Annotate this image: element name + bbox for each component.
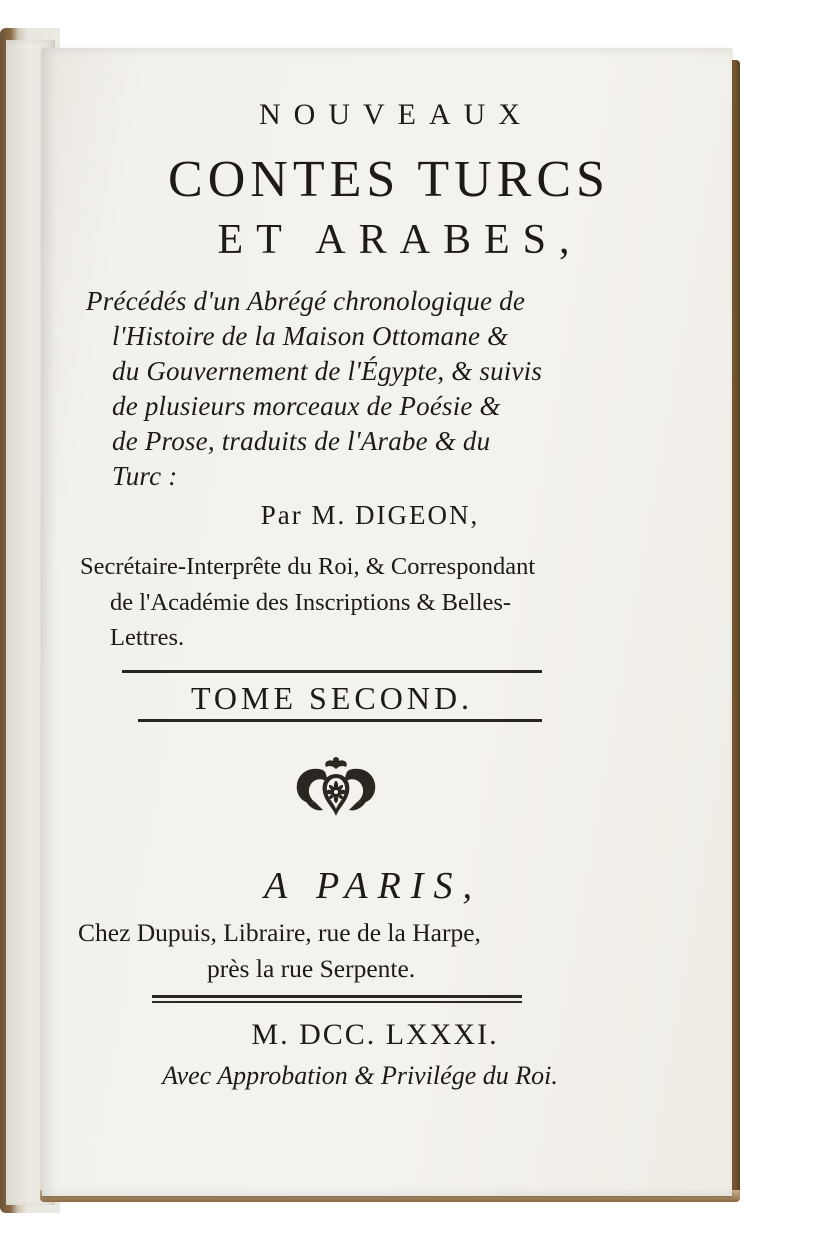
author-title-line: de l'Académie des Inscriptions & Belles- bbox=[110, 589, 512, 616]
author-line: Par M. DIGEON, bbox=[260, 500, 480, 530]
subtitle-line: de plusieurs morceaux de Poésie & bbox=[112, 391, 501, 421]
imprint-line: Chez Dupuis, Libraire, rue de la Harpe, bbox=[78, 918, 481, 947]
subtitle-line: Turc : bbox=[112, 461, 178, 491]
rule-top-tome bbox=[122, 670, 542, 673]
author-title-line: Lettres. bbox=[110, 624, 185, 651]
publication-year: M. DCC. LXXXI. bbox=[251, 1018, 499, 1051]
rule-bottom-tome bbox=[138, 719, 542, 722]
title-line-1: NOUVEAUX bbox=[259, 98, 533, 131]
rule-imprint-thin bbox=[152, 1001, 522, 1003]
rule-imprint-thick bbox=[152, 995, 522, 998]
subtitle-line: l'Histoire de la Maison Ottomane & bbox=[112, 321, 509, 351]
title-line-3: ET ARABES, bbox=[217, 217, 583, 263]
author-title-line: Secrétaire-Interprête du Roi, & Correspondant bbox=[80, 553, 536, 580]
subtitle-line: du Gouvernement de l'Égypte, & suivis bbox=[112, 356, 543, 386]
privilege-line: Avec Approbation & Privilége du Roi. bbox=[162, 1061, 558, 1090]
volume-label: TOME SECOND. bbox=[190, 680, 474, 716]
fleuron-ornament-icon bbox=[293, 756, 379, 818]
imprint-city: A PARIS, bbox=[264, 865, 482, 907]
subtitle-line: Précédés d'un Abrégé chronologique de bbox=[86, 286, 526, 316]
title-line-2: CONTES TURCS bbox=[168, 151, 610, 208]
imprint-line: près la rue Serpente. bbox=[207, 954, 416, 983]
subtitle-line: de Prose, traduits de l'Arabe & du bbox=[112, 426, 491, 456]
